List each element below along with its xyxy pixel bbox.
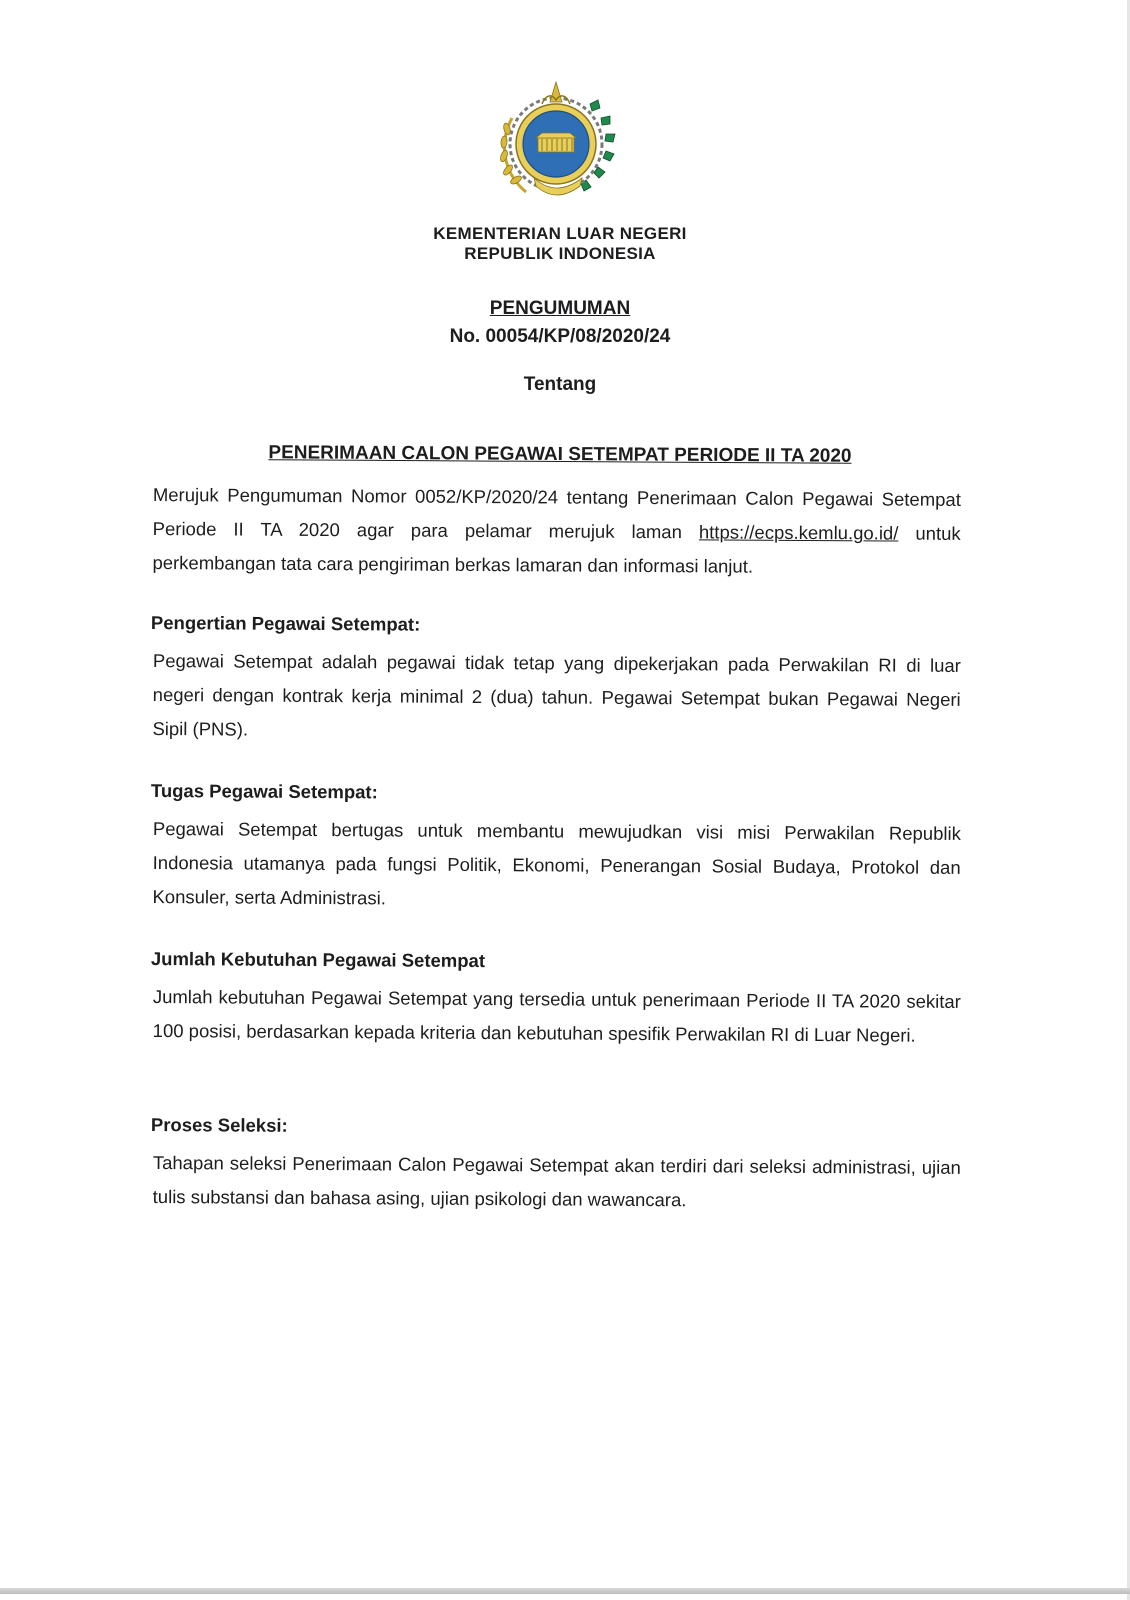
intro-text-before: Merujuk Pengumuman Nomor 0052/KP/2020/24 tentang Penerimaan Calon Pegawai Setempat Periode II TA 2020 agar para pelamar merujuk laman <box>152 483 961 543</box>
country-name: REPUBLIK INDONESIA <box>464 244 656 263</box>
intro-paragraph <box>152 478 961 585</box>
ecps-link[interactable]: https://ecps.kemlu.go.id/ <box>698 521 899 544</box>
section-body-duties: Pegawai Setempat bertugas untuk membantu mewujudkan visi misi Perwakilan Republik Indonesia utamanya pada fungsi Politik, Ekonomi, Penerangan Sosial Budaya, Protokol dan Konsuler, serta Administrasi. <box>152 817 961 909</box>
section-heading-definition: Pengertian Pegawai Setempat: <box>150 612 421 635</box>
section-heading-needs: Jumlah Kebutuhan Pegawai Setempat <box>150 948 486 972</box>
section-heading-duties: Tugas Pegawai Setempat: <box>150 780 378 803</box>
announcement-number: No. 00054/KP/08/2020/24 <box>449 326 671 347</box>
ministry-emblem <box>486 74 626 214</box>
announcement-about: Tentang <box>523 374 597 395</box>
section-body-selection: Tahapan seleksi Penerimaan Calon Pegawai Setempat akan terdiri dari seleksi administrasi, ujian tulis substansi dan bahasa asing, ujian psikologi dan wawancara. <box>152 1151 961 1211</box>
emblem-icon <box>486 74 626 214</box>
ministry-name: KEMENTERIAN LUAR NEGERI <box>433 224 687 243</box>
section-body-needs: Jumlah kebutuhan Pegawai Setempat yang tersedia untuk penerimaan Periode II TA 2020 sekitar 100 posisi, berdasarkan kepada kriteria dan kebutuhan spesifik Perwakilan RI di Luar Negeri. <box>152 985 961 1046</box>
intro-text-after: untuk perkembangan tata cara pengiriman berkas lamaran dan informasi lanjut. <box>152 522 961 577</box>
section-heading-selection: Proses Seleksi: <box>150 1114 288 1136</box>
announcement-title: PENGUMUMAN <box>489 298 631 319</box>
announcement-subject: PENERIMAAN CALON PEGAWAI SETEMPAT PERIODE II TA 2020 <box>268 442 852 467</box>
section-body-definition: Pegawai Setempat adalah pegawai tidak tetap yang dipekerjakan pada Perwakilan RI di luar negeri dengan kontrak kerja minimal 2 (dua) tahun. Pegawai Setempat bukan Pegawai Negeri Sipil (PNS). <box>152 649 961 740</box>
scan-bottom-edge <box>0 1588 1130 1594</box>
